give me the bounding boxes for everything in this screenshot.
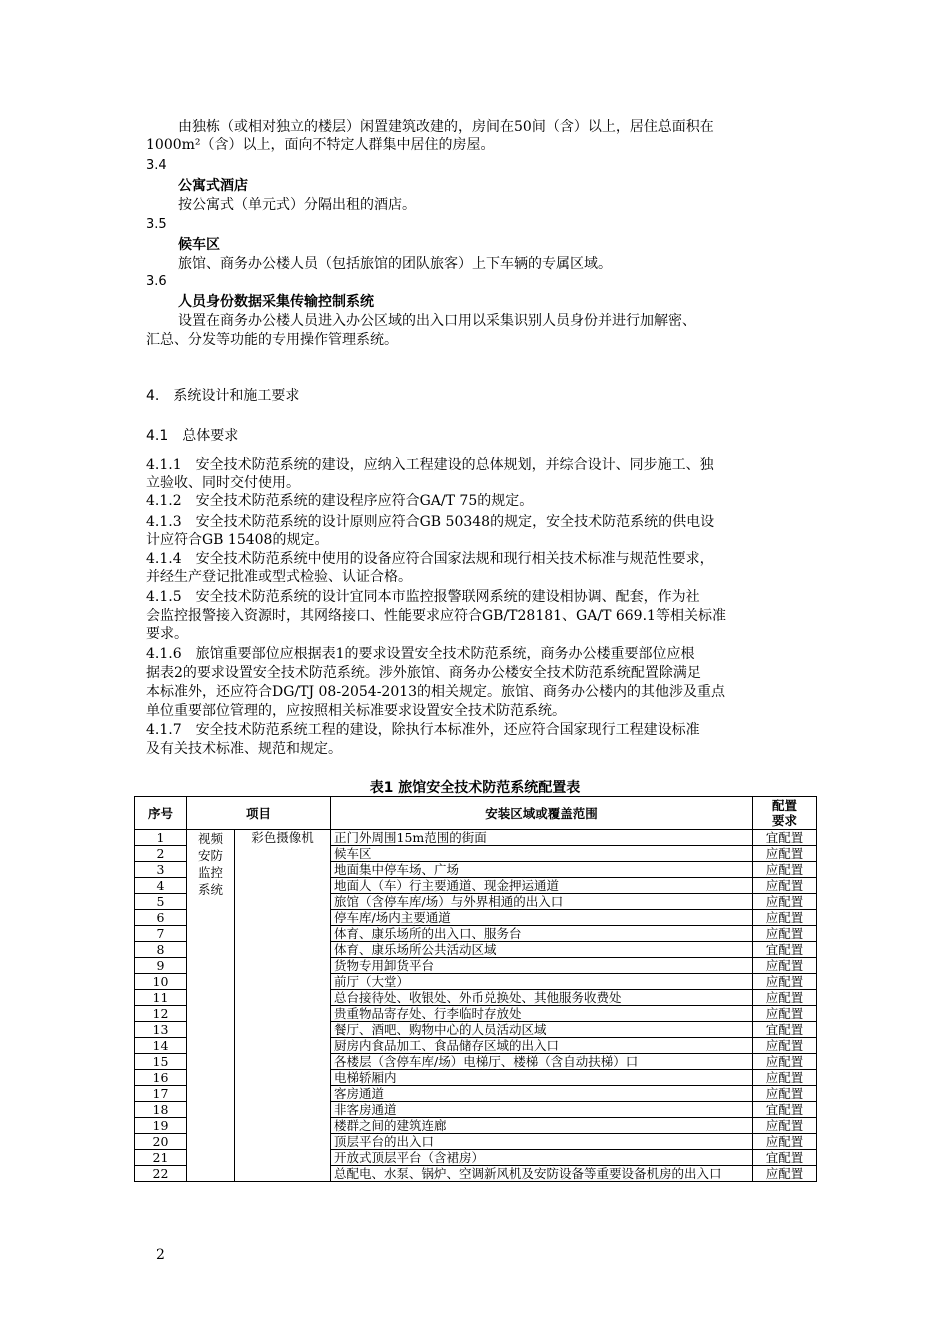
table-1-config: [134, 796, 817, 1182]
area-cell: 停车库/场内主要通道: [331, 910, 753, 926]
area-cell: 体育、康乐场所公共活动区域: [331, 942, 753, 958]
header-requirement: [753, 797, 817, 830]
row-number: 20: [135, 1134, 187, 1150]
header-area: 安装区域或覆盖范围: [331, 797, 753, 830]
area-cell: 候车区: [331, 846, 753, 862]
intro-line-1: 由独栋（或相对独立的楼层）闲置建筑改建的，房间在50间（含）以上，居住总面积在: [178, 119, 714, 135]
clause-4-1-4-line-1: 4.1.4 安全技术防范系统中使用的设备应符合国家法规和现行相关技术标准与规范性要求，: [146, 551, 714, 567]
requirement-cell: 宜配置: [753, 1102, 817, 1118]
row-number: 7: [135, 926, 187, 942]
area-cell: 楼群之间的建筑连廊: [331, 1118, 753, 1134]
def-3-5-number: 3.5: [146, 217, 167, 232]
requirement-cell: 应配置: [753, 878, 817, 894]
system-name-line: 系统: [197, 882, 223, 897]
area-cell: 地面人（车）行主要通道、现金押运通道: [331, 878, 753, 894]
row-number: 19: [135, 1118, 187, 1134]
requirement-cell: 应配置: [753, 846, 817, 862]
clause-4-1-3-line-2: 计应符合GB 15408的规定。: [146, 532, 329, 548]
def-3-6-text-2: 汇总、分发等功能的专用操作管理系统。: [146, 332, 398, 348]
clause-4-1-7-line-1: 4.1.7 安全技术防范系统工程的建设，除执行本标准外，还应符合国家现行工程建设标准: [146, 722, 700, 738]
requirement-cell: 应配置: [753, 894, 817, 910]
system-name-line: 视频: [197, 831, 223, 846]
def-3-6-term: 人员身份数据采集传输控制系统: [178, 294, 374, 310]
row-number: 21: [135, 1150, 187, 1166]
def-3-4-text: 按公寓式（单元式）分隔出租的酒店。: [178, 197, 416, 213]
requirement-cell: 应配置: [753, 862, 817, 878]
area-cell: 电梯轿厢内: [331, 1070, 753, 1086]
row-number: 17: [135, 1086, 187, 1102]
area-cell: 客房通道: [331, 1086, 753, 1102]
system-cell: [187, 830, 235, 1182]
table-1-caption: 表1 旅馆安全技术防范系统配置表: [369, 780, 581, 796]
area-cell: 货物专用卸货平台: [331, 958, 753, 974]
clause-4-1-5-line-3: 要求。: [146, 626, 188, 642]
requirement-cell: 应配置: [753, 1070, 817, 1086]
row-number: 10: [135, 974, 187, 990]
requirement-cell: 应配置: [753, 1086, 817, 1102]
clause-4-1-4-line-2: 并经生产登记批准或型式检验、认证合格。: [146, 569, 412, 585]
requirement-cell: 应配置: [753, 990, 817, 1006]
clause-4-1-3-line-1: 4.1.3 安全技术防范系统的设计原则应符合GB 50348的规定，安全技术防范系统的供电设: [146, 514, 715, 530]
clause-4-1-6-line-2: 据表2的要求设置安全技术防范系统。涉外旅馆、商务办公楼安全技术防范系统配置除满足: [146, 665, 701, 681]
requirement-cell: 应配置: [753, 1038, 817, 1054]
area-cell: 厨房内食品加工、食品储存区域的出入口: [331, 1038, 753, 1054]
row-number: 18: [135, 1102, 187, 1118]
clause-4-1-6-line-3: 本标准外，还应符合DG/TJ 08-2054-2013的相关规定。旅馆、商务办公楼内的其他涉及重点: [146, 684, 726, 700]
def-3-6-text-1: 设置在商务办公楼人员进入办公区域的出入口用以采集识别人员身份并进行加解密、: [178, 313, 696, 329]
system-name-line: 安防: [197, 848, 223, 863]
row-number: 22: [135, 1166, 187, 1182]
area-cell: 前厅（大堂）: [331, 974, 753, 990]
clause-4-1-1-line-2: 立验收、同时交付使用。: [146, 475, 300, 491]
clause-4-1-7-line-2: 及有关技术标准、规范和规定。: [146, 741, 342, 757]
intro-line-2: 1000m²（含）以上，面向不特定人群集中居住的房屋。: [146, 137, 495, 153]
header-no: 序号: [135, 797, 187, 830]
header-req-line-1: 配置: [772, 798, 798, 813]
requirement-cell: 宜配置: [753, 1150, 817, 1166]
area-cell: 顶层平台的出入口: [331, 1134, 753, 1150]
requirement-cell: 应配置: [753, 974, 817, 990]
area-cell: 正门外周围15m范围的街面: [331, 830, 753, 846]
row-number: 6: [135, 910, 187, 926]
area-cell: 地面集中停车场、广场: [331, 862, 753, 878]
section-4-title: 4. 系统设计和施工要求: [146, 388, 300, 404]
row-number: 15: [135, 1054, 187, 1070]
area-cell: 总台接待处、收银处、外币兑换处、其他服务收费处: [331, 990, 753, 1006]
def-3-6-number: 3.6: [146, 274, 167, 289]
row-number: 1: [135, 830, 187, 846]
row-number: 13: [135, 1022, 187, 1038]
requirement-cell: 应配置: [753, 1166, 817, 1182]
area-cell: 旅馆（含停车库/场）与外界相通的出入口: [331, 894, 753, 910]
def-3-4-number: 3.4: [146, 158, 167, 173]
row-number: 9: [135, 958, 187, 974]
clause-4-1-6-line-4: 单位重要部位管理的，应按照相关标准要求设置安全技术防范系统。: [146, 703, 566, 719]
system-name-line: 监控: [197, 865, 223, 880]
requirement-cell: 应配置: [753, 1134, 817, 1150]
row-number: 3: [135, 862, 187, 878]
row-number: 14: [135, 1038, 187, 1054]
def-3-5-term: 候车区: [178, 237, 220, 253]
area-cell: 开放式顶层平台（含裙房）: [331, 1150, 753, 1166]
area-cell: 餐厅、酒吧、购物中心的人员活动区域: [331, 1022, 753, 1038]
requirement-cell: 应配置: [753, 1006, 817, 1022]
def-3-4-term: 公寓式酒店: [178, 178, 248, 194]
clause-4-1-1-line-1: 4.1.1 安全技术防范系统的建设，应纳入工程建设的总体规划，并综合设计、同步施工、独: [146, 457, 714, 473]
requirement-cell: 应配置: [753, 1118, 817, 1134]
requirement-cell: 应配置: [753, 958, 817, 974]
row-number: 2: [135, 846, 187, 862]
clause-4-1-2-line-1: 4.1.2 安全技术防范系统的建设程序应符合GA/T 75的规定。: [146, 493, 534, 509]
clause-4-1-5-line-2: 会监控报警接入资源时，其网络接口、性能要求应符合GB/T28181、GA/T 669.1等相关标准: [146, 608, 726, 624]
requirement-cell: 宜配置: [753, 1022, 817, 1038]
area-cell: 总配电、水泵、锅炉、空调新风机及安防设备等重要设备机房的出入口: [331, 1166, 753, 1182]
section-4-1-title: 4.1 总体要求: [146, 428, 239, 444]
header-req-line-2: 要求: [772, 813, 798, 828]
def-3-5-text: 旅馆、商务办公楼人员（包括旅馆的团队旅客）上下车辆的专属区域。: [178, 256, 612, 272]
row-number: 4: [135, 878, 187, 894]
row-number: 11: [135, 990, 187, 1006]
area-cell: 非客房通道: [331, 1102, 753, 1118]
table-row: [135, 830, 817, 846]
clause-4-1-5-line-1: 4.1.5 安全技术防范系统的设计宜同本市监控报警联网系统的建设相协调、配套，作为社: [146, 589, 700, 605]
table-header-row: [135, 797, 817, 830]
requirement-cell: 应配置: [753, 910, 817, 926]
row-number: 5: [135, 894, 187, 910]
row-number: 16: [135, 1070, 187, 1086]
area-cell: 体育、康乐场所的出入口、服务台: [331, 926, 753, 942]
row-number: 12: [135, 1006, 187, 1022]
device-cell: 彩色摄像机: [235, 830, 331, 1182]
requirement-cell: 应配置: [753, 926, 817, 942]
row-number: 8: [135, 942, 187, 958]
requirement-cell: 宜配置: [753, 942, 817, 958]
requirement-cell: 宜配置: [753, 830, 817, 846]
clause-4-1-6-line-1: 4.1.6 旅馆重要部位应根据表1的要求设置安全技术防范系统，商务办公楼重要部位应根: [146, 646, 695, 662]
header-item: 项目: [187, 797, 331, 830]
area-cell: 贵重物品寄存处、行李临时存放处: [331, 1006, 753, 1022]
page-number: 2: [156, 1247, 165, 1263]
requirement-cell: 应配置: [753, 1054, 817, 1070]
area-cell: 各楼层（含停车库/场）电梯厅、楼梯（含自动扶梯）口: [331, 1054, 753, 1070]
